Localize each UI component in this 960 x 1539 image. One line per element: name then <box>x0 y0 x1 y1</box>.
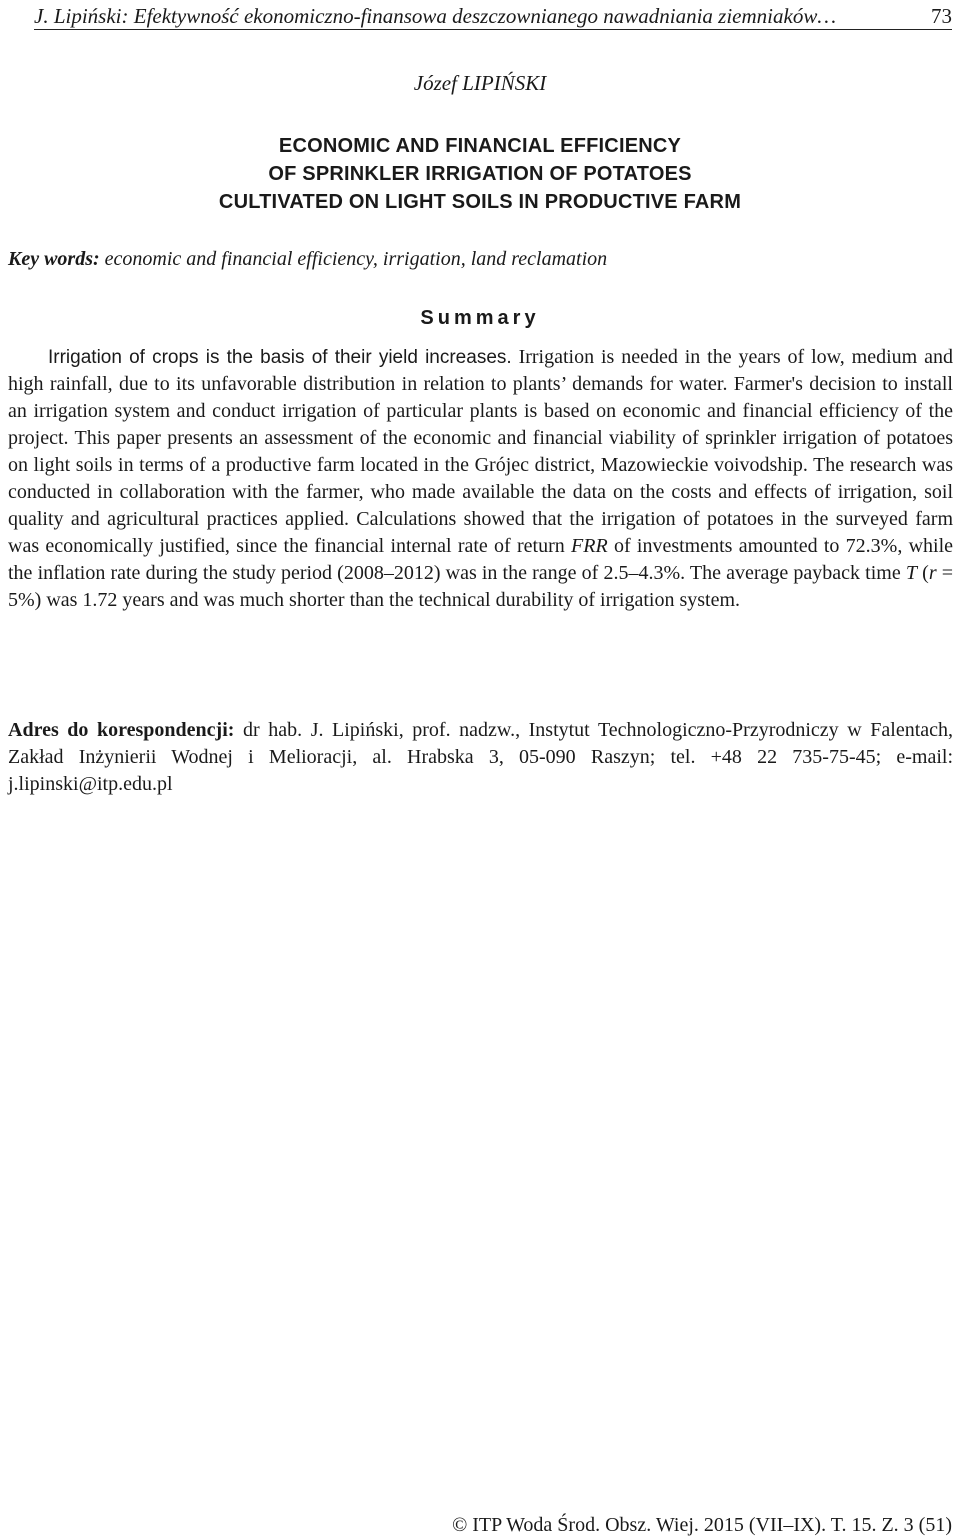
correspondence <box>8 717 953 798</box>
running-title: J. Lipiński: Efektywność ekonomiczno-finansowa deszczownianego nawadniania ziemniaków… <box>34 4 836 28</box>
keywords-text: economic and financial efficiency, irrigation, land reclamation <box>104 248 608 270</box>
page-number: 73 <box>931 4 952 28</box>
r-symbol: r <box>928 562 937 584</box>
title-line: ECONOMIC AND FINANCIAL EFFICIENCY <box>278 135 682 157</box>
title-line: CULTIVATED ON LIGHT SOILS IN PRODUCTIVE FARM <box>218 191 742 213</box>
summary-first-sentence: Irrigation of crops is the basis of their yield increases. <box>48 347 512 368</box>
summary-text: of investments amounted to 72.3%, while the inflation rate during the study period (2008–2012) was in the range of 2.5–4.3%. The average payback time <box>8 535 954 584</box>
keywords <box>8 246 952 272</box>
summary-text: = 5%) was 1.72 years and was much shorter than the technical durability of irrigation system. <box>8 562 954 611</box>
summary-text: Irrigation is needed in the years of low, medium and high rainfall, due to its unfavorable distribution in relation to plants’ demands for water. Farmer's decision to install an irrigation system and conduct irrigation of particular plants is based on economic and financial efficiency of the project. This paper presents an assessment of the economic and financial viability of sprinkler irrigation of potatoes on light soils in terms of a productive farm located in the Grójec district, Mazowieckie voivodship. The research was conducted in collaboration with the farmer, who made available the data on the costs and effects of irrigation, soil quality and agricultural practices applied. Calculations showed that the irrigation of potatoes in the surveyed farm was economically justified, since the financial internal rate of return <box>8 346 953 557</box>
summary-paragraph <box>8 344 953 614</box>
author-name: Józef LIPIŃSKI <box>413 71 547 95</box>
correspondence-label: Adres do korespondencji: <box>8 719 235 741</box>
keywords-label: Key words: <box>8 248 100 270</box>
running-header <box>34 3 952 30</box>
article-title <box>0 132 960 216</box>
title-line: OF SPRINKLER IRRIGATION OF POTATOES <box>268 163 692 185</box>
paren: ( <box>922 562 929 584</box>
t-symbol: T <box>905 562 917 584</box>
summary-heading: Summary <box>420 307 540 329</box>
frr-symbol: FRR <box>571 535 608 557</box>
journal-footer: © ITP Woda Środ. Obsz. Wiej. 2015 (VII–IX). T. 15. Z. 3 (51) <box>452 1514 952 1536</box>
correspondence-text: dr hab. J. Lipiński, prof. nadzw., Instytut Technologiczno-Przyrodniczy w Falentach, Zakład Inżynierii Wodnej i Melioracji, al. Hrabska 3, 05-090 Raszyn; tel. +48 22 735-75-45; e-mail: j.lipinski@itp.edu.pl <box>8 719 954 795</box>
